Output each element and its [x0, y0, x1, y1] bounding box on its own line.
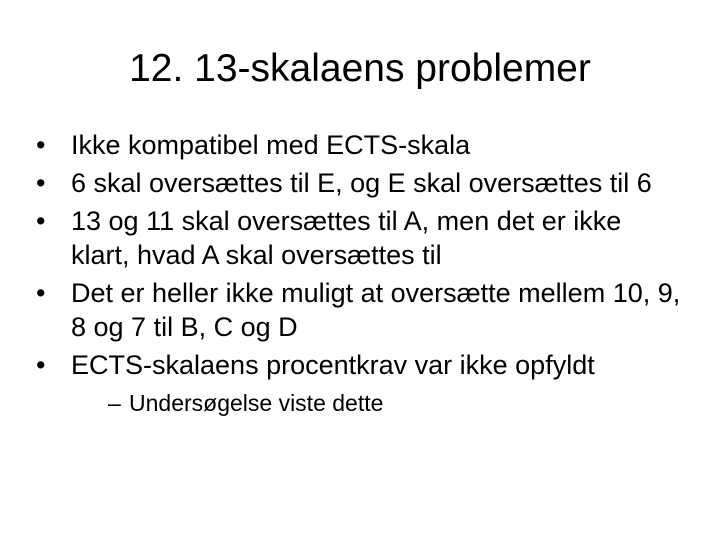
- bullet-marker: •: [36, 278, 46, 308]
- bullet-item: [36, 276, 686, 344]
- bullet-text: Ikke kompatibel med ECTS-skala: [71, 130, 471, 160]
- bullet-text: Det er heller ikke muligt at oversætte mellem 10, 9, 8 og 7 til B, C og D: [71, 278, 681, 342]
- slide-title: 12. 13-skalaens problemer: [129, 47, 591, 90]
- bullet-item: [36, 204, 686, 272]
- sub-bullet-marker: –: [108, 390, 121, 416]
- bullet-text: ECTS-skalaens procentkrav var ikke opfyldt: [71, 350, 595, 380]
- bullet-marker: •: [36, 350, 46, 380]
- bullet-marker: •: [36, 206, 46, 236]
- sub-bullet-item: [71, 388, 686, 418]
- bullet-list: [36, 128, 686, 422]
- bullet-text: 6 skal oversættes til E, og E skal oversættes til 6: [71, 168, 652, 198]
- bullet-marker: •: [36, 130, 46, 160]
- bullet-item: [36, 128, 686, 162]
- bullet-text: 13 og 11 skal oversættes til A, men det er ikke klart, hvad A skal oversættes til: [71, 206, 622, 270]
- bullet-marker: •: [36, 168, 46, 198]
- bullet-item: [36, 348, 686, 418]
- sub-bullet-text: Undersøgelse viste dette: [129, 390, 384, 416]
- bullet-item: [36, 166, 686, 200]
